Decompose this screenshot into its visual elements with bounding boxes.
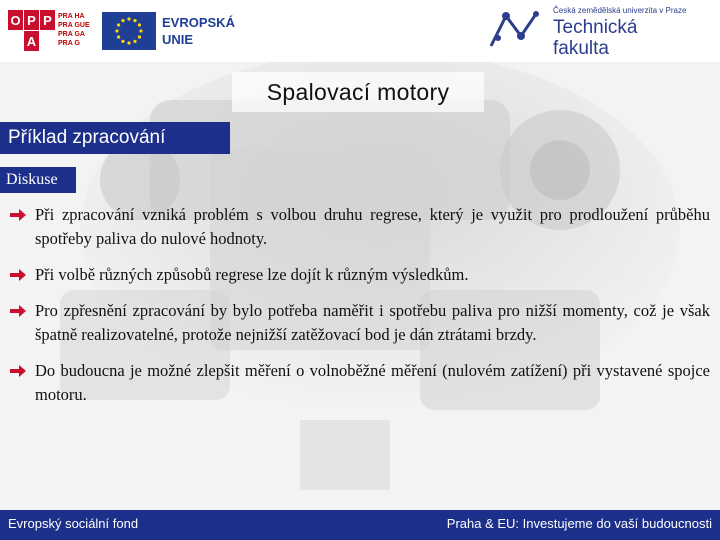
- red-arrow-icon: [10, 365, 26, 377]
- footer-bar: [0, 510, 720, 540]
- bullet-text: Pro zpřesnění zpracování by bylo potřeba naměřit i spotřebu paliva pro nižší momenty, což je však špatně realizovatelné, protože nejnižší zatěžovací bod je dán ztrátami brzdy.: [35, 301, 710, 344]
- bullet-item: [10, 359, 710, 407]
- footer-left-text: Evropský sociální fond: [8, 516, 139, 531]
- svg-text:P: P: [43, 13, 52, 28]
- opp-logo-icon: [8, 10, 56, 52]
- footer-right-text: Praha & EU: Investujeme do vaší budoucnosti: [446, 516, 712, 531]
- university-name: Česká zemědělská univerzita v Praze: [553, 6, 687, 15]
- bullet-item: [10, 203, 710, 251]
- red-arrow-icon: [10, 269, 26, 281]
- eu-label: [162, 14, 235, 48]
- faculty-name-line1: Technická: [553, 17, 638, 38]
- subsection-heading: Diskuse: [0, 167, 76, 193]
- faculty-name: [553, 17, 638, 59]
- section-heading: Příklad zpracování: [0, 122, 230, 154]
- eu-label-line1: EVROPSKÁ: [162, 15, 235, 30]
- red-arrow-icon: [10, 209, 26, 221]
- slide-title: Spalovací motory: [266, 78, 450, 105]
- content-area: [10, 203, 710, 443]
- bullet-item: [10, 299, 710, 347]
- svg-text:O: O: [10, 13, 21, 28]
- red-arrow-icon: [10, 305, 26, 317]
- bullet-text: Při volbě různých způsobů regrese lze dojít k různým výsledkům.: [35, 265, 469, 284]
- bullet-item: [10, 263, 710, 287]
- faculty-name-line2: fakulta: [553, 38, 609, 59]
- eu-flag-icon: [102, 12, 156, 50]
- svg-text:A: A: [26, 34, 37, 49]
- bullet-text: Do budoucna je možné zlepšit měření o volnoběžné měření (nulovém zatížení) při vystavené spojce motoru.: [35, 361, 710, 404]
- eu-label-line2: UNIE: [162, 32, 194, 47]
- bullet-text: Při zpracování vzniká problém s volbou druhu regrese, který je využit pro prodloužení průběhu spotřeby paliva do nulové hodnoty.: [35, 205, 710, 248]
- svg-text:P: P: [27, 13, 36, 28]
- bullet-list: [10, 203, 710, 407]
- title-box: [232, 72, 484, 112]
- praha-logo: PRA HA PRA GUE PRA GA PRA G: [58, 13, 90, 47]
- faculty-logo-icon: [486, 6, 546, 56]
- header-bar: [0, 0, 720, 62]
